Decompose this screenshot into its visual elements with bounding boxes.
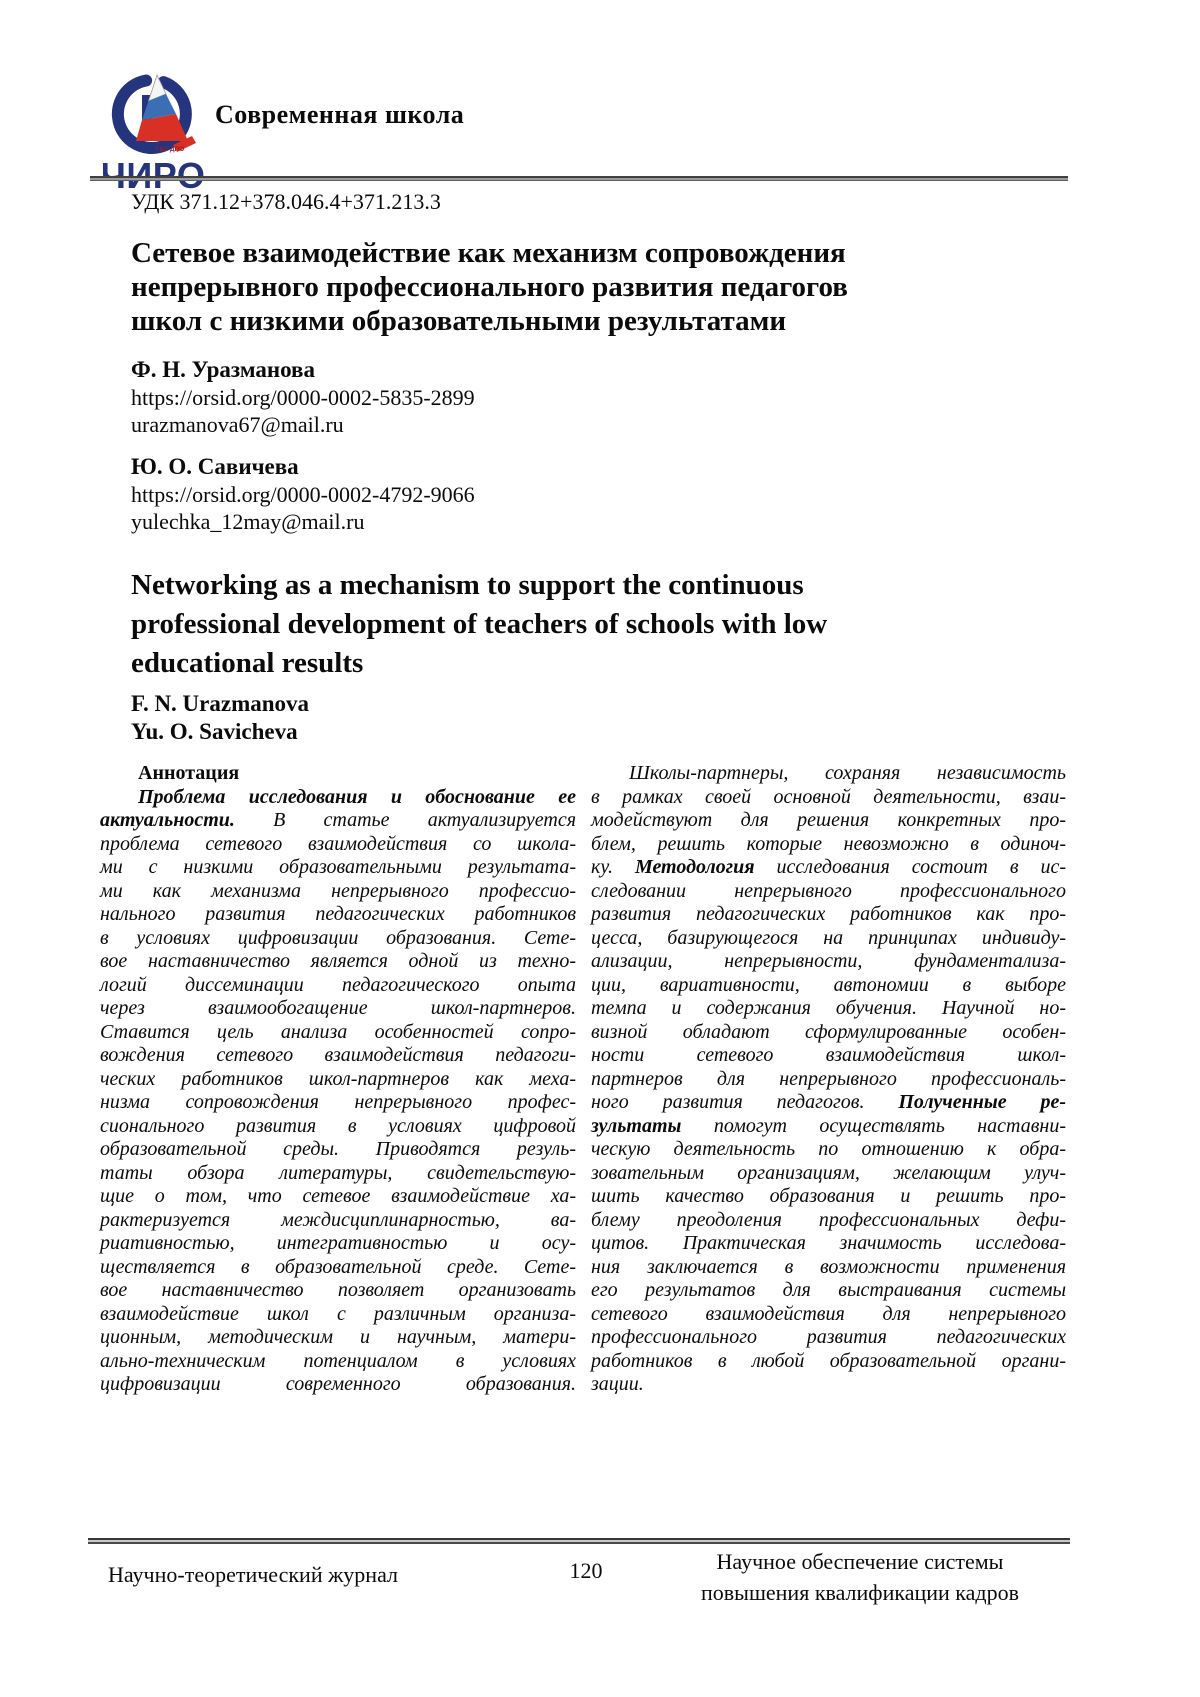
abstract-text-segment: В статье актуализируется xyxy=(234,809,576,831)
abstract-text-segment: через взаимообогащение школ-партнеров. xyxy=(100,997,576,1019)
abstract-line xyxy=(100,1326,576,1350)
author-name: Ю. О. Савичева xyxy=(131,454,299,479)
abstract-line xyxy=(100,786,576,810)
abstract-line xyxy=(100,1279,576,1303)
abstract-text-segment: низма сопровождения непрерывного профес- xyxy=(100,1091,576,1113)
abstract-text-segment: модействуют для решения конкретных про- xyxy=(591,809,1066,831)
abstract-line xyxy=(591,833,1066,857)
article-title-ru-line: Сетевое взаимодействие как механизм сопровождения xyxy=(131,237,846,269)
abstract-line xyxy=(100,1044,576,1068)
abstract-line xyxy=(591,809,1066,833)
abstract-text-segment: вое наставничество является одной из техно- xyxy=(100,950,576,972)
abstract-text-segment: блему преодоления профессиональных дефи- xyxy=(591,1208,1066,1231)
abstract-text-segment: ществляется в образовательной среде. Сете- xyxy=(100,1255,576,1278)
abstract-text-segment: ку. xyxy=(591,856,635,878)
abstract-line xyxy=(100,1303,576,1327)
abstract-line xyxy=(591,762,1066,786)
abstract-text-segment: образовательной среды. Приводятся резуль- xyxy=(100,1138,576,1160)
abstract-line xyxy=(591,1326,1066,1350)
abstract-text-segment: зультаты xyxy=(591,1114,682,1137)
author-orcid-link[interactable]: https://orsid.org/0000-0002-5835-2899 xyxy=(131,385,475,410)
abstract-text-segment: рактеризуется междисциплинарностью, ва- xyxy=(100,1208,576,1231)
abstract-text-segment: исследования состоит в ис- xyxy=(754,856,1066,878)
abstract-text-segment: вождения сетевого взаимодействия педагоги- xyxy=(100,1044,576,1066)
abstract-text-segment: ческих работников школ-партнеров как меха- xyxy=(100,1067,576,1090)
abstract-text-segment: партнеров для непрерывного профессиональ- xyxy=(591,1067,1066,1090)
abstract-line xyxy=(100,1350,576,1374)
abstract-line xyxy=(591,1232,1066,1256)
abstract-text-segment: его результатов для выстраивания системы xyxy=(591,1279,1066,1301)
author-block-ru xyxy=(131,355,831,438)
abstract-line xyxy=(591,974,1066,998)
abstract-line xyxy=(591,903,1066,927)
abstract-text-segment: цесса, базирующегося на принципах индивиду- xyxy=(591,926,1066,949)
abstract-line xyxy=(591,1091,1066,1115)
abstract-text-segment: зовательным организациям, желающим улуч- xyxy=(591,1161,1066,1184)
abstract-line xyxy=(591,1303,1066,1327)
page-number: 120 xyxy=(569,1558,603,1583)
abstract-line xyxy=(100,903,576,927)
footer-journal-type: Научно-теоретический журнал xyxy=(108,1562,399,1587)
abstract-text-segment: зации. xyxy=(591,1373,644,1395)
abstract-text-segment: ально-техническим потенциалом в условиях xyxy=(100,1349,576,1372)
abstract-text-segment: ния заключается в возможности применения xyxy=(591,1255,1066,1278)
abstract-line xyxy=(100,1185,576,1209)
abstract-text-segment: Методология xyxy=(634,856,755,878)
author-name: F. N. Urazmanova xyxy=(131,691,310,716)
abstract-text-segment: следовании непрерывного профессионального xyxy=(591,879,1066,902)
abstract-line xyxy=(100,880,576,904)
abstract-text-segment: сетевого взаимодействия для непрерывного xyxy=(591,1302,1066,1325)
abstract-text-segment: профессионального развития педагогических xyxy=(591,1326,1066,1348)
abstract-line xyxy=(591,1209,1066,1233)
abstract-text-segment: развития педагогических работников как про- xyxy=(591,903,1066,925)
article-title-en-line: educational results xyxy=(131,647,364,679)
abstract-text-segment: вое наставничество позволяет организовать xyxy=(100,1279,576,1301)
abstract-line xyxy=(100,927,576,951)
abstract-text-segment: цифровизации современного образования. xyxy=(100,1373,576,1395)
abstract-line xyxy=(100,1373,576,1397)
abstract-text-segment: Школы-партнеры, сохраняя независимость xyxy=(629,762,1066,784)
abstract-text-segment: проблема сетевого взаимодействия со школа- xyxy=(100,832,576,855)
abstract-line xyxy=(100,1091,576,1115)
abstract-text-segment: ализации, непрерывности, фундаментализа- xyxy=(591,950,1066,972)
abstract-text-segment: логий диссеминации педагогического опыта xyxy=(100,973,576,996)
abstract-line xyxy=(591,997,1066,1021)
article-title-ru-line: школ с низкими образовательными результатами xyxy=(131,305,787,337)
author-block-en xyxy=(131,690,309,746)
abstract-line xyxy=(591,786,1066,810)
abstract-line xyxy=(591,1256,1066,1280)
journal-name: Современная школа xyxy=(215,100,465,129)
abstract-line xyxy=(100,974,576,998)
abstract-line xyxy=(591,1350,1066,1374)
abstract-text-segment: ционным, методическим и научным, матери- xyxy=(100,1326,576,1348)
abstract-text-segment: визной обладают сформулированные особен- xyxy=(591,1020,1066,1043)
logo-org-type-text: ГБУ ДПО xyxy=(155,146,185,153)
abstract-line xyxy=(100,762,576,786)
abstract-text-segment: ного развития педагогов. xyxy=(591,1091,899,1113)
abstract-text-segment: ми как механизма непрерывного профессио- xyxy=(100,879,576,902)
abstract-line xyxy=(100,950,576,974)
abstract-text-segment: риативностью, интегративностью и осу- xyxy=(100,1232,576,1254)
abstract-text-segment: в рамках своей основной деятельности, взаи- xyxy=(591,785,1066,808)
abstract-line xyxy=(100,1232,576,1256)
abstract-line xyxy=(591,1162,1066,1186)
abstract-line xyxy=(100,1256,576,1280)
abstract-left-column xyxy=(100,762,576,1397)
abstract-text-segment: темпа и содержания обучения. Научной но- xyxy=(591,997,1066,1019)
udk-code: УДК 371.12+378.046.4+371.213.3 xyxy=(131,189,441,214)
footer-journal-subtitle-line: Научное обеспечение системы xyxy=(716,1549,1004,1574)
abstract-line xyxy=(591,1373,1066,1397)
abstract-text-segment: взаимодействие школ с различным организа- xyxy=(100,1302,576,1325)
abstract-line xyxy=(591,856,1066,880)
abstract-text-segment: Проблема исследования и обоснование ее xyxy=(138,785,576,808)
abstract-line xyxy=(100,1021,576,1045)
author-block-ru xyxy=(131,452,831,535)
abstract-text-segment: актуальности. xyxy=(100,809,235,831)
abstract-line xyxy=(591,1279,1066,1303)
abstract-line xyxy=(591,880,1066,904)
abstract-text-segment: сионального развития в условиях цифровой xyxy=(100,1114,576,1137)
abstract-line xyxy=(591,1021,1066,1045)
author-name: Yu. O. Savicheva xyxy=(131,719,298,744)
abstract-right-column xyxy=(591,762,1066,1397)
author-name: Ф. Н. Уразманова xyxy=(131,357,315,382)
abstract-text-segment: ности сетевого взаимодействия школ- xyxy=(591,1044,1066,1066)
header-divider xyxy=(90,176,1068,181)
abstract-line xyxy=(100,856,576,880)
abstract-text-segment: нального развития педагогических работников xyxy=(100,903,576,925)
abstract-line xyxy=(591,1185,1066,1209)
author-orcid-link[interactable]: https://orsid.org/0000-0002-4792-9066 xyxy=(131,482,475,507)
abstract-line xyxy=(591,927,1066,951)
abstract-line xyxy=(100,809,576,833)
abstract-line xyxy=(591,1068,1066,1092)
abstract-text-segment: Аннотация xyxy=(138,762,240,784)
article-title-ru-line: непрерывного профессионального развития педагогов xyxy=(131,271,848,303)
abstract-text-segment: ми с низкими образовательными результата- xyxy=(100,856,576,878)
abstract-line xyxy=(100,1138,576,1162)
abstract-text-segment: Ставится цель анализа особенностей сопро- xyxy=(100,1020,576,1043)
abstract-line xyxy=(100,997,576,1021)
abstract-line xyxy=(591,1044,1066,1068)
abstract-line xyxy=(591,950,1066,974)
footer-journal-subtitle xyxy=(650,1546,1070,1608)
author-email-link[interactable]: yulechka_12may@mail.ru xyxy=(131,509,365,534)
author-email-link[interactable]: urazmanova67@mail.ru xyxy=(131,412,344,437)
article-title-ru xyxy=(131,236,1031,338)
abstract-text-segment: шить качество образования и решить про- xyxy=(591,1185,1066,1207)
abstract-text-segment: в условиях цифровизации образования. Сете- xyxy=(100,926,576,949)
article-title-en xyxy=(131,566,1051,683)
abstract-line xyxy=(591,1115,1066,1139)
footer-divider xyxy=(88,1538,1070,1544)
abstract-line xyxy=(100,833,576,857)
abstract-text-segment: щие о том, что сетевое взаимодействие ха- xyxy=(100,1185,576,1207)
abstract-text-segment: ции, вариативности, автономии в выборе xyxy=(591,973,1066,996)
abstract-line xyxy=(591,1138,1066,1162)
footer-journal-subtitle-line: повышения квалификации кадров xyxy=(701,1580,1019,1605)
abstract-line xyxy=(100,1115,576,1139)
article-title-en-line: Networking as a mechanism to support the continuous xyxy=(131,569,804,601)
abstract-text-segment: Полученные ре- xyxy=(898,1091,1066,1113)
abstract-text-segment: работников в любой образовательной органи- xyxy=(591,1349,1066,1372)
abstract-line xyxy=(100,1162,576,1186)
article-title-en-line: professional development of teachers of schools with low xyxy=(131,608,828,640)
abstract-text-segment: таты обзора литературы, свидетельствую- xyxy=(100,1161,576,1184)
abstract-text-segment: блем, решить которые невозможно в одиноч- xyxy=(591,832,1066,855)
abstract-text-segment: цитов. Практическая значимость исследова- xyxy=(591,1232,1066,1254)
abstract-text-segment: ческую деятельность по отношению к обра- xyxy=(591,1138,1066,1160)
abstract-text-segment: помогут осуществлять наставни- xyxy=(681,1114,1066,1137)
abstract-line xyxy=(100,1068,576,1092)
abstract-line xyxy=(100,1209,576,1233)
